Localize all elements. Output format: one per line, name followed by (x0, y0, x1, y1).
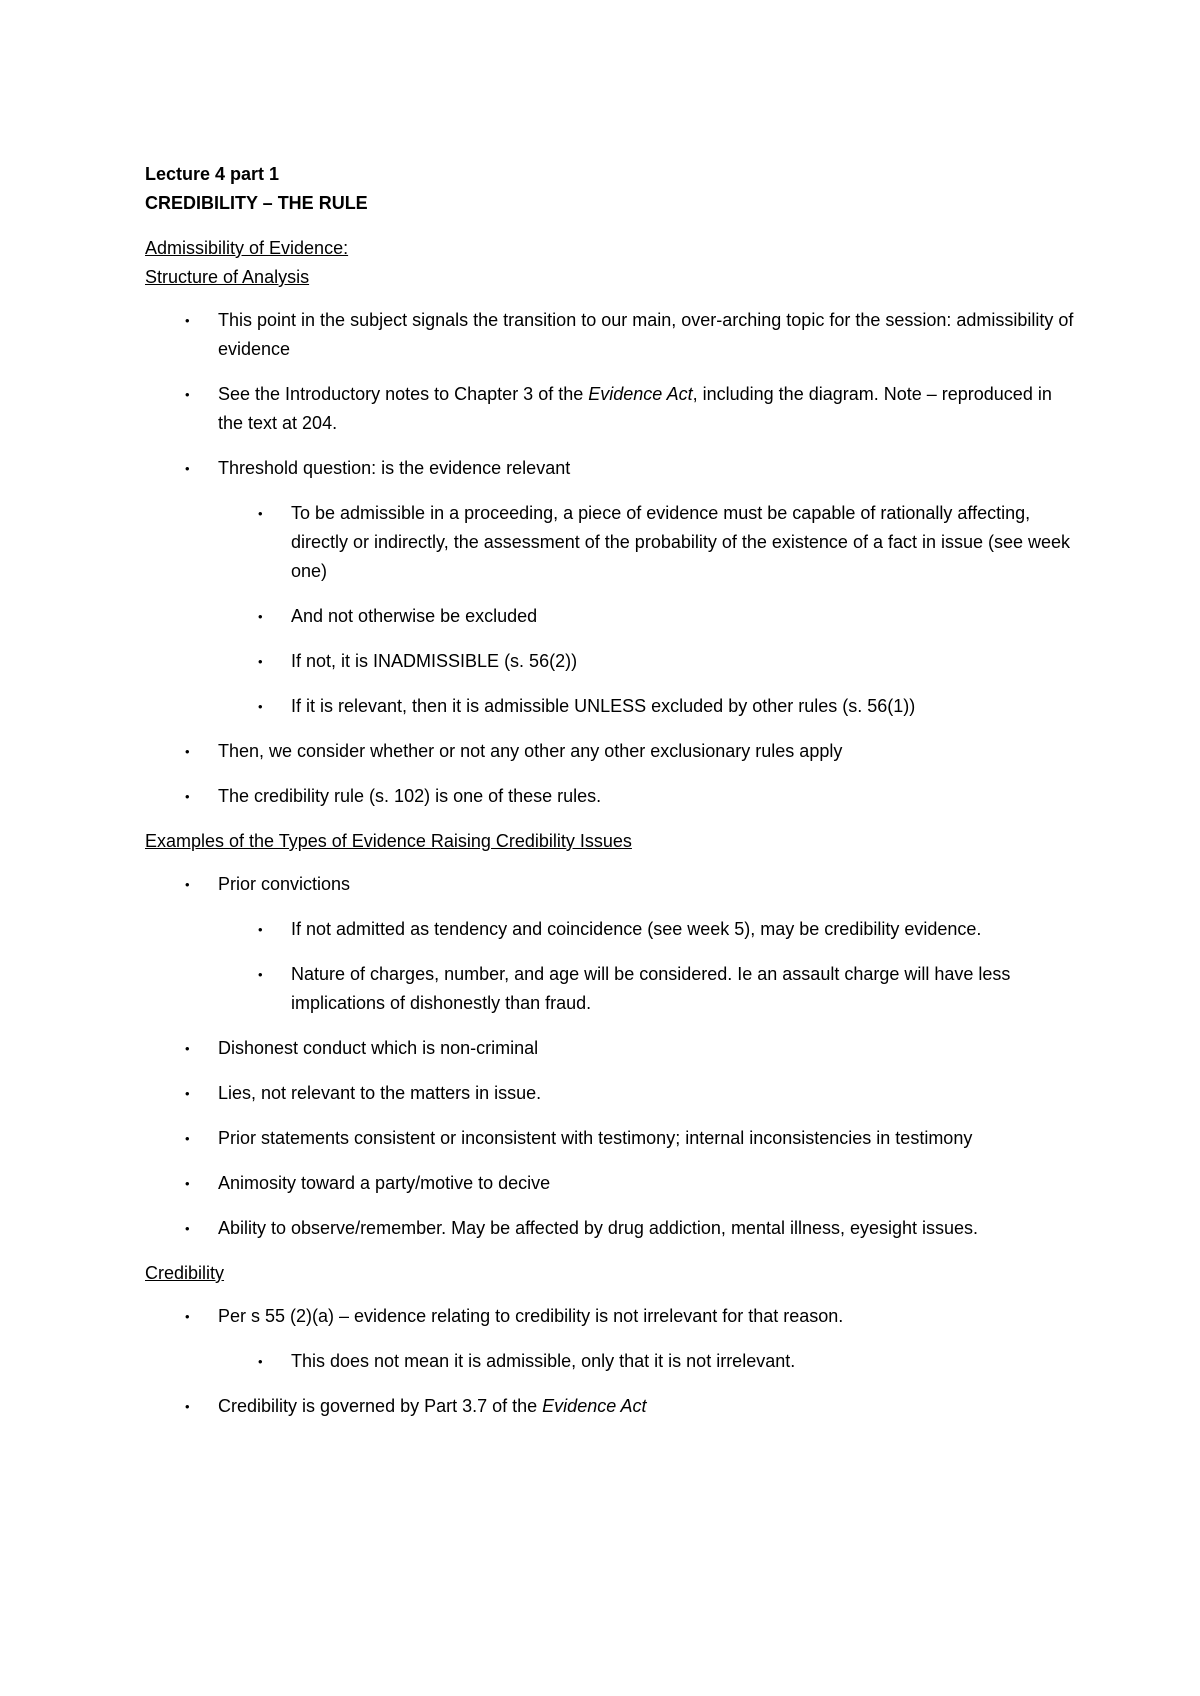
sub-list-item (145, 602, 1075, 631)
sub-list-item (145, 647, 1075, 676)
list-item-text: See the Introductory notes to Chapter 3 of the (218, 384, 589, 404)
list-item (145, 1214, 1075, 1243)
bullet-icon: • (258, 699, 263, 714)
heading-structure: Structure of Analysis (145, 267, 310, 287)
bullet-icon: • (258, 1354, 263, 1369)
bullet-icon: • (185, 1041, 190, 1056)
bullet-icon: • (258, 506, 263, 521)
list-item (145, 380, 1075, 438)
list-item (145, 870, 1075, 899)
list-item-text: Then, we consider whether or not any other any other exclusionary rules apply (218, 741, 843, 761)
list-item-text: To be admissible in a proceeding, a piece of evidence must be capable of rationally affecting, directly or indirectly, the assessment of the probability of the existence of a fact in issue (see week one) (291, 503, 1071, 581)
bullet-icon: • (258, 654, 263, 669)
list-item-text: Credibility is governed by Part 3.7 of the (218, 1396, 543, 1416)
document-title: Lecture 4 part 1 (145, 164, 280, 184)
bullet-icon: • (185, 744, 190, 759)
list-item-text: Nature of charges, number, and age will be considered. Ie an assault charge will have less implications of dishonestly than fraud. (291, 964, 1011, 1013)
list-item-text: This does not mean it is admissible, only that it is not irrelevant. (291, 1351, 796, 1371)
bullet-icon: • (185, 313, 190, 328)
list-item-text: , including the diagram. Note – reproduced in the text at 204. (218, 384, 1052, 433)
bullet-icon: • (185, 1309, 190, 1324)
heading-examples: Examples of the Types of Evidence Raising Credibility Issues (145, 831, 632, 851)
bullet-icon: • (185, 1086, 190, 1101)
list-item-text: If not admitted as tendency and coincidence (see week 5), may be credibility evidence. (291, 919, 982, 939)
list-item (145, 1302, 1075, 1331)
sub-list-item (145, 499, 1075, 586)
list-item (145, 1392, 1075, 1421)
bullet-icon: • (185, 1399, 190, 1414)
bullet-icon: • (185, 1221, 190, 1236)
bullet-icon: • (258, 922, 263, 937)
examples-list (145, 870, 1075, 1243)
heading-credibility: Credibility (145, 1263, 225, 1283)
bullet-icon: • (185, 789, 190, 804)
list-item-text: Dishonest conduct which is non-criminal (218, 1038, 539, 1058)
list-item-text: If it is relevant, then it is admissible UNLESS excluded by other rules (s. 56(1)) (291, 696, 916, 716)
sub-list-item (145, 960, 1075, 1018)
list-item-text: Ability to observe/remember. May be affected by drug addiction, mental illness, eyesight issues. (218, 1218, 979, 1238)
act-title: Evidence Act (588, 384, 693, 404)
bullet-icon: • (258, 609, 263, 624)
list-item (145, 1169, 1075, 1198)
document-subtitle: CREDIBILITY – THE RULE (145, 193, 368, 213)
bullet-icon: • (185, 1131, 190, 1146)
bullet-icon: • (258, 967, 263, 982)
list-item-text: The credibility rule (s. 102) is one of these rules. (218, 786, 602, 806)
list-item-text: Threshold question: is the evidence relevant (218, 458, 571, 478)
list-item (145, 306, 1075, 364)
heading-admissibility: Admissibility of Evidence: (145, 238, 349, 258)
list-item-text: If not, it is INADMISSIBLE (s. 56(2)) (291, 651, 578, 671)
list-item-text: Per s 55 (2)(a) – evidence relating to credibility is not irrelevant for that reason. (218, 1306, 844, 1326)
bullet-icon: • (185, 387, 190, 402)
list-item (145, 782, 1075, 811)
list-item-text: Prior convictions (218, 874, 351, 894)
bullet-icon: • (185, 461, 190, 476)
list-item (145, 1079, 1075, 1108)
act-title: Evidence Act (542, 1396, 647, 1416)
list-item-text: And not otherwise be excluded (291, 606, 538, 626)
sub-list-item (145, 692, 1075, 721)
structure-list (145, 306, 1075, 811)
list-item-text: Lies, not relevant to the matters in issue. (218, 1083, 542, 1103)
bullet-icon: • (185, 877, 190, 892)
list-item-text: Animosity toward a party/motive to decive (218, 1173, 551, 1193)
document-body (145, 160, 1075, 1437)
sub-list-item (145, 1347, 1075, 1376)
list-item (145, 454, 1075, 483)
list-item (145, 1124, 1075, 1153)
sub-list-item (145, 915, 1075, 944)
list-item (145, 737, 1075, 766)
list-item-text: Prior statements consistent or inconsistent with testimony; internal inconsistencies in testimony (218, 1128, 973, 1148)
bullet-icon: • (185, 1176, 190, 1191)
list-item (145, 1034, 1075, 1063)
credibility-list (145, 1302, 1075, 1421)
list-item-text: This point in the subject signals the transition to our main, over-arching topic for the session: admissibility of evidence (218, 310, 1074, 359)
